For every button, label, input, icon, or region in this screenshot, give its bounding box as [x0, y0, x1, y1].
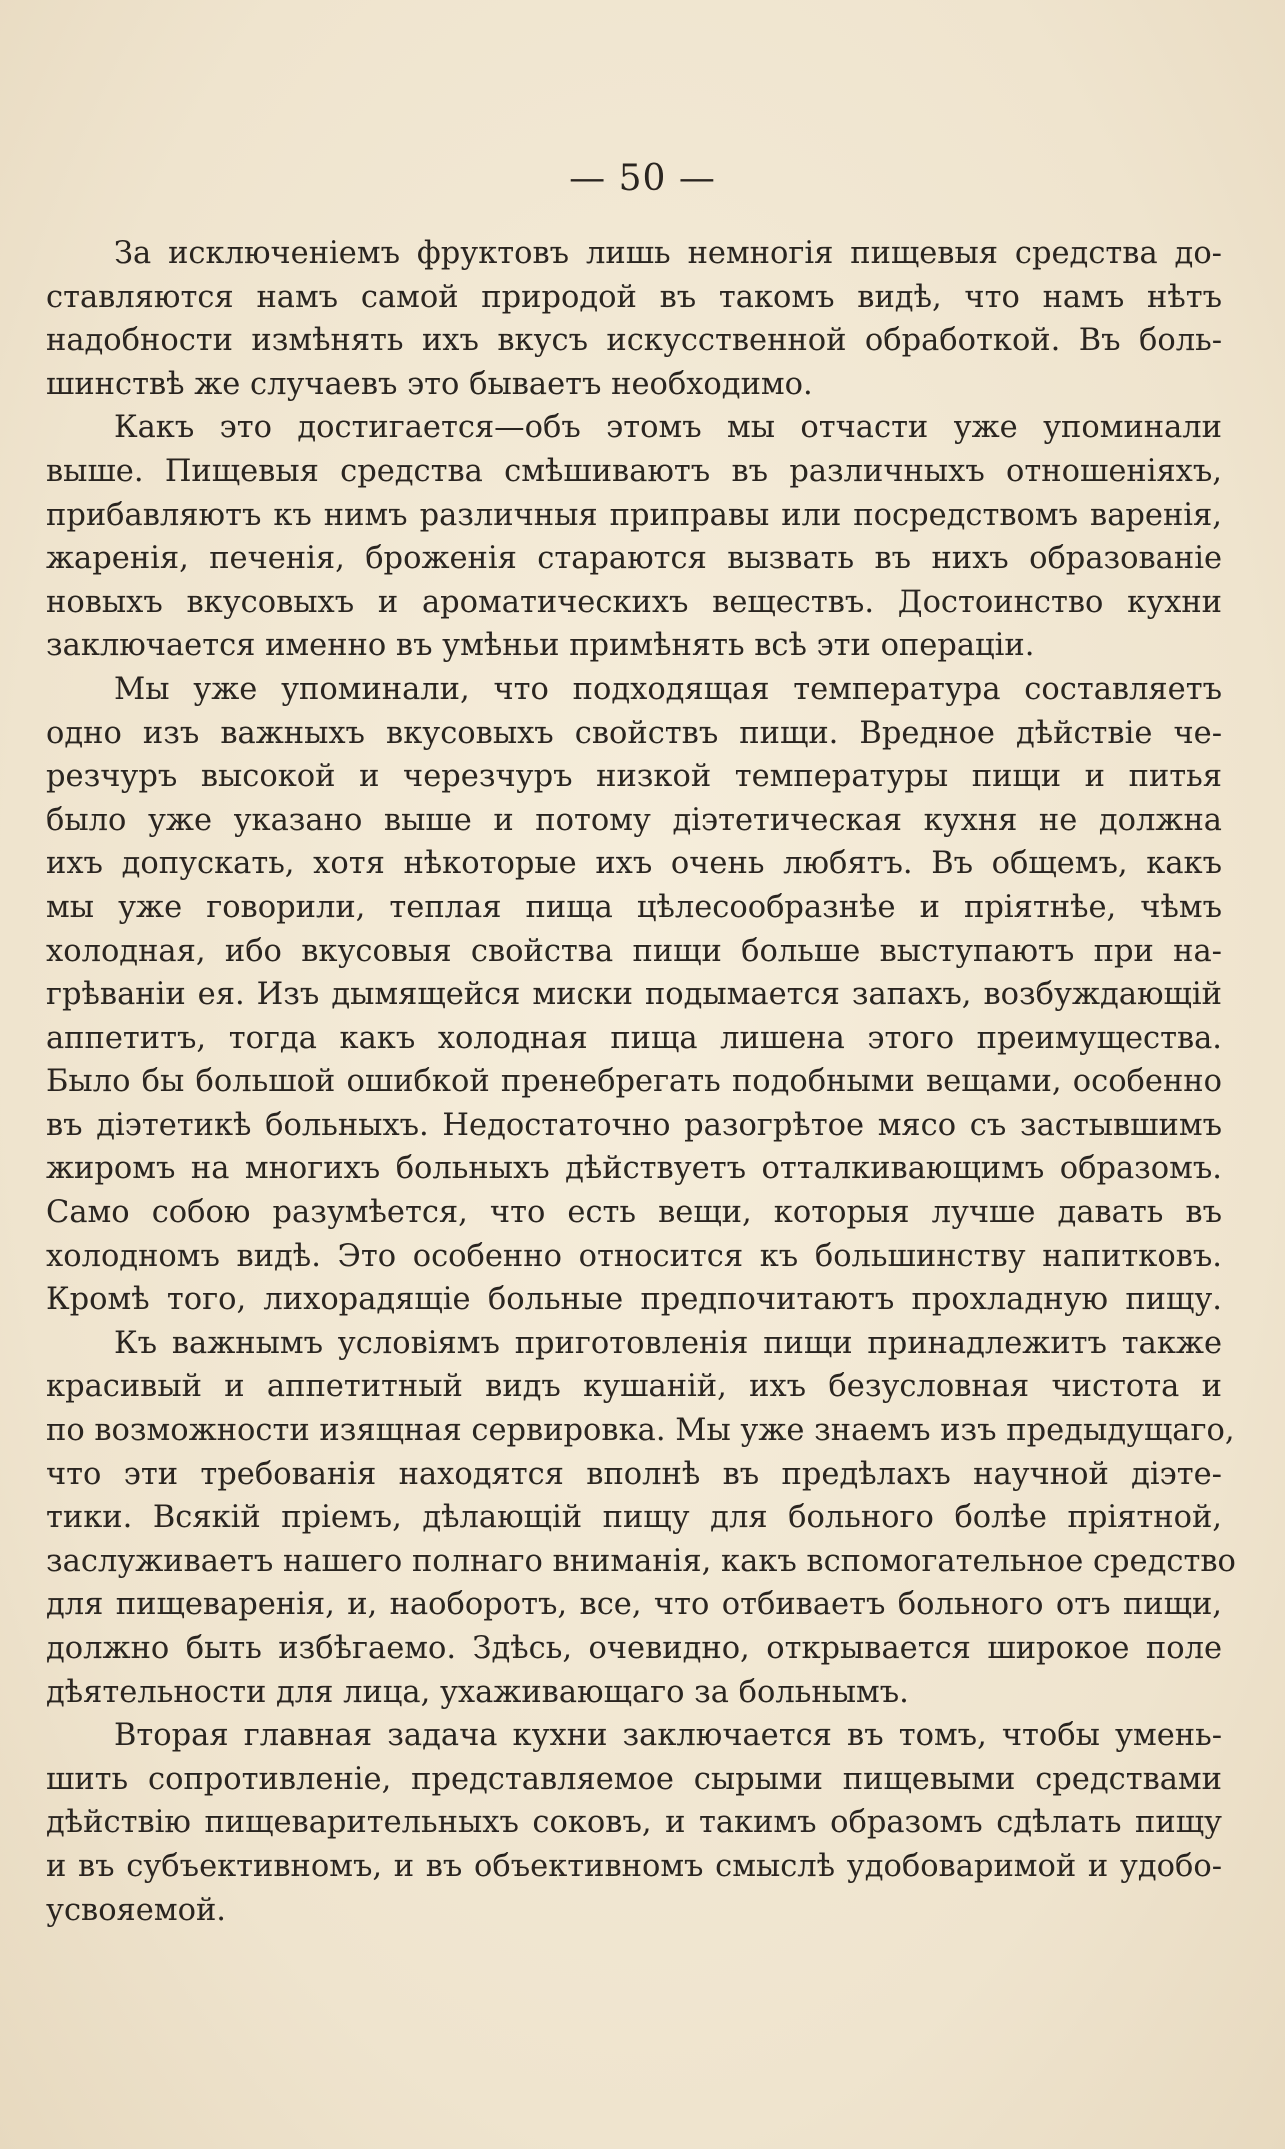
text-line: Кромѣ того, лихорадящіе больные предпочитаютъ прохладную пищу.	[46, 1282, 1222, 1318]
text-line: должно быть избѣгаемо. Здѣсь, очевидно, открывается широкое поле	[46, 1631, 1222, 1666]
text-line: Мы уже упоминали, что подходящая температура составляетъ	[114, 671, 1222, 707]
text-line: мы уже говорили, теплая пища цѣлесообразнѣе и пріятнѣе, чѣмъ	[46, 889, 1222, 925]
text-line: Вторая главная задача кухни заключается въ томъ, чтобы умень-	[114, 1718, 1222, 1754]
text-line: что эти требованія находятся вполнѣ въ предѣлахъ научной діэте-	[46, 1456, 1222, 1492]
text-line: заключается именно въ умѣньи примѣнять всѣ эти операціи.	[46, 628, 1035, 664]
text-line: въ діэтетикѣ больныхъ. Недостаточно разогрѣтое мясо съ застывшимъ	[46, 1107, 1222, 1143]
text-line: для пищеваренія, и, наоборотъ, все, что отбиваетъ больного отъ пищи,	[46, 1587, 1222, 1623]
text-line: прибавляютъ къ нимъ различныя приправы или посредствомъ варенія,	[46, 497, 1222, 533]
text-line: выше. Пищевыя средства смѣшиваютъ въ различныхъ отношеніяхъ,	[46, 453, 1222, 489]
text-line: было уже указано выше и потому діэтетическая кухня не должна	[46, 802, 1222, 838]
text-line: жаренія, печенія, броженія стараются вызвать въ нихъ образованіе	[46, 541, 1222, 577]
text-line: тики. Всякій пріемъ, дѣлающій пищу для больного болѣе пріятной,	[46, 1500, 1222, 1536]
text-line: холодная, ибо вкусовыя свойства пищи больше выступаютъ при на-	[46, 933, 1222, 969]
text-line: жиромъ на многихъ больныхъ дѣйствуетъ отталкивающимъ образомъ.	[46, 1151, 1222, 1187]
text-line: дѣятельности для лица, ухаживающаго за больнымъ.	[46, 1674, 909, 1710]
text-line: усвояемой.	[46, 1892, 226, 1928]
paragraph-4	[46, 1322, 1236, 1714]
text-line: надобности измѣнять ихъ вкусъ искусственной обработкой. Въ боль-	[46, 323, 1222, 359]
text-line: ставляются намъ самой природой въ такомъ видѣ, что намъ нѣтъ	[46, 279, 1222, 315]
text-line: резчуръ высокой и черезчуръ низкой температуры пищи и питья	[46, 759, 1222, 795]
paragraph-2	[46, 406, 1222, 668]
text-line: Какъ это достигается—объ этомъ мы отчасти уже упоминали	[114, 410, 1222, 446]
text-line: Было бы большой ошибкой пренебрегать подобными вещами, особенно	[46, 1064, 1222, 1100]
text-line: Къ важнымъ условіямъ приготовленія пищи принадлежитъ также	[114, 1325, 1222, 1361]
text-line: За исключеніемъ фруктовъ лишь немногія пищевыя средства до-	[114, 236, 1222, 271]
paragraph-1	[46, 232, 1222, 406]
page-number: — 50 —	[569, 158, 716, 199]
text-line: по возможности изящная сервировка. Мы уже знаемъ изъ предыдущаго,	[46, 1413, 1235, 1449]
text-line: и въ субъективномъ, и въ объективномъ смыслѣ удобоваримой и удобо-	[46, 1848, 1222, 1884]
text-line: шить сопротивленіе, представляемое сырыми пищевыми средствами	[46, 1761, 1222, 1797]
text-body	[46, 232, 1236, 1932]
text-line: грѣваніи ея. Изъ дымящейся миски подымается запахъ, возбуждающій	[46, 977, 1222, 1013]
text-line: красивый и аппетитный видъ кушаній, ихъ безусловная чистота и	[46, 1369, 1222, 1405]
text-line: шинствѣ же случаевъ это бываетъ необходимо.	[46, 366, 813, 402]
text-line: Само собою разумѣется, что есть вещи, которыя лучше давать въ	[46, 1195, 1222, 1231]
paragraph-5	[46, 1714, 1222, 1932]
text-line: ихъ допускать, хотя нѣкоторые ихъ очень любятъ. Въ общемъ, какъ	[46, 846, 1222, 882]
text-line: аппетитъ, тогда какъ холодная пища лишена этого преимущества.	[46, 1020, 1222, 1056]
text-line: дѣйствію пищеварительныхъ соковъ, и такимъ образомъ сдѣлать пищу	[46, 1805, 1222, 1841]
text-line: холодномъ видѣ. Это особенно относится къ большинству напитковъ.	[46, 1238, 1222, 1274]
paragraph-3	[46, 668, 1222, 1322]
text-line: новыхъ вкусовыхъ и ароматическихъ веществъ. Достоинство кухни	[46, 584, 1222, 620]
text-line: заслуживаетъ нашего полнаго вниманія, какъ вспомогательное средство	[46, 1543, 1236, 1579]
text-line: одно изъ важныхъ вкусовыхъ свойствъ пищи. Вредное дѣйствіе че-	[46, 715, 1222, 751]
